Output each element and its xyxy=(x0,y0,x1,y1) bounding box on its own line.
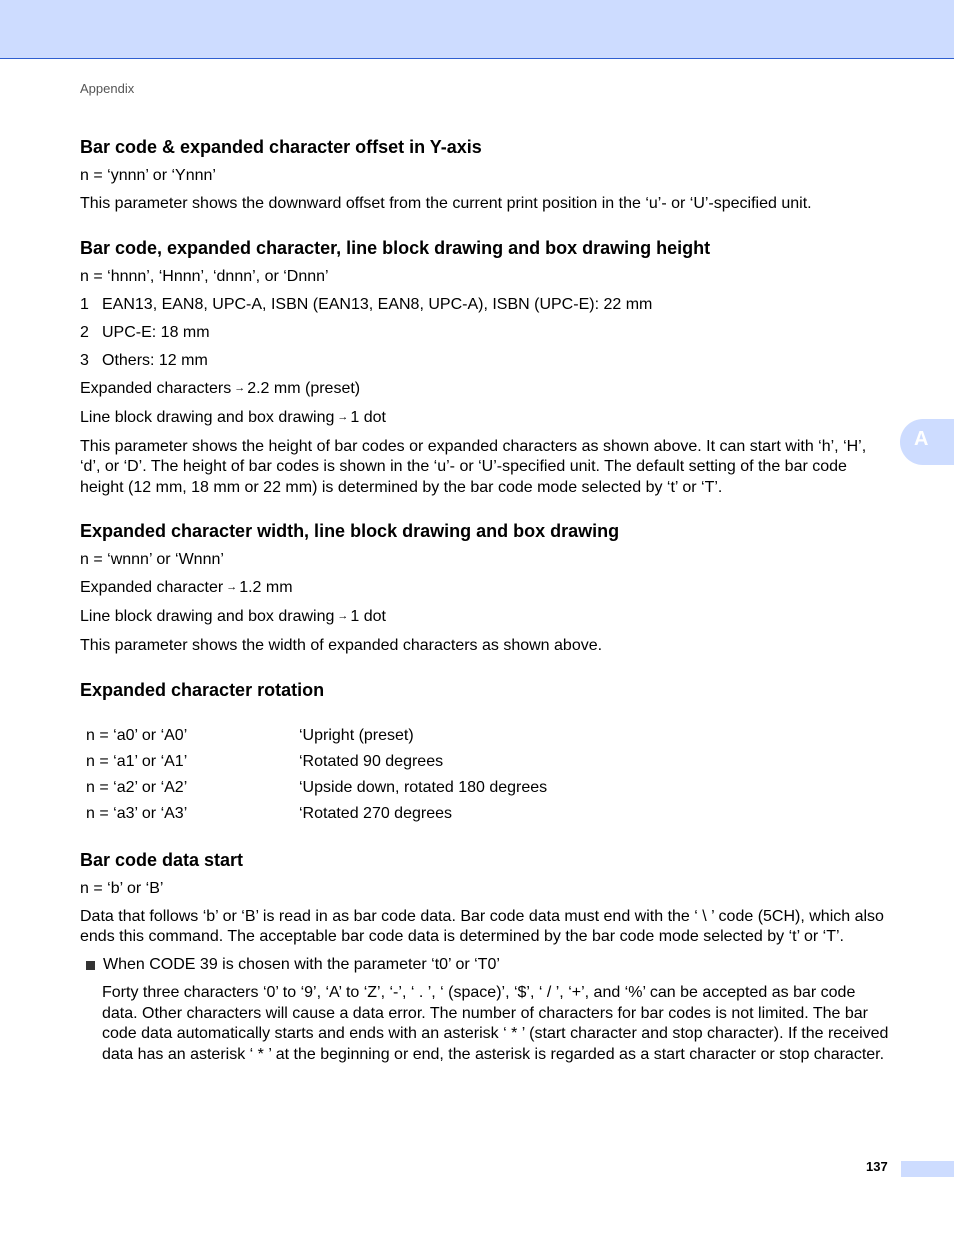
square-bullet-icon xyxy=(86,961,95,970)
value-label: Expanded characters xyxy=(80,379,232,397)
section-title: Bar code, expanded character, line block drawing and box drawing height xyxy=(80,237,711,258)
value-text: 1.2 mm xyxy=(239,579,293,596)
value-text: 1 dot xyxy=(350,608,386,625)
table-row xyxy=(80,749,547,775)
table-row xyxy=(80,775,547,801)
section-description: This parameter shows the downward offset from the current print position in the ‘u’- or ‘U’-specified unit. xyxy=(80,195,812,212)
table-cell-param: n = ‘a1’ or ‘A1’ xyxy=(86,752,188,770)
appendix-tab-marker xyxy=(900,419,954,465)
section-title: Bar code & expanded character offset in Y-axis xyxy=(80,137,482,157)
table-cell-desc: ‘Upright (preset) xyxy=(299,726,414,744)
page-content xyxy=(80,136,890,1087)
item-text: Others: 12 mm xyxy=(102,351,208,369)
default-value-line xyxy=(80,607,890,629)
item-number: 1 xyxy=(80,295,89,313)
section-rotation xyxy=(80,679,890,827)
param-syntax: n = ‘wnnn’ or ‘Wnnn’ xyxy=(80,551,224,568)
table-cell-param: n = ‘a0’ or ‘A0’ xyxy=(86,726,188,744)
header-band xyxy=(0,0,954,59)
table-cell-param: n = ‘a2’ or ‘A2’ xyxy=(86,778,188,796)
value-text: 2.2 mm (preset) xyxy=(247,379,361,397)
arrow-icon: → xyxy=(226,581,238,593)
item-text: EAN13, EAN8, UPC-A, ISBN (EAN13, EAN8, UPC-A), ISBN (UPC-E): 22 mm xyxy=(102,295,653,313)
arrow-icon: → xyxy=(337,410,349,423)
item-number: 3 xyxy=(80,351,89,369)
list-item xyxy=(80,295,890,316)
table-row xyxy=(80,723,547,749)
item-number: 2 xyxy=(80,323,89,341)
section-title: Expanded character width, line block drawing and box drawing xyxy=(80,521,620,541)
value-label: Expanded character xyxy=(80,579,224,596)
running-head: Appendix xyxy=(80,81,135,96)
item-text: UPC-E: 18 mm xyxy=(102,323,210,341)
default-value-line xyxy=(80,578,890,600)
default-value-line xyxy=(80,379,890,401)
rotation-table xyxy=(80,723,547,827)
table-cell-param: n = ‘a3’ or ‘A3’ xyxy=(86,804,188,822)
value-text: 1 dot xyxy=(350,408,386,426)
table-row xyxy=(80,801,547,827)
table-cell-desc: ‘Rotated 270 degrees xyxy=(299,804,452,822)
section-y-offset xyxy=(80,136,890,215)
section-title: Expanded character rotation xyxy=(80,679,325,700)
default-value-line xyxy=(80,408,890,430)
tab-letter: A xyxy=(914,428,929,450)
section-description: This parameter shows the width of expanded characters as shown above. xyxy=(80,637,603,654)
param-syntax: n = ‘b’ or ‘B’ xyxy=(80,879,164,897)
list-item xyxy=(80,351,890,372)
bullet-text: When CODE 39 is chosen with the parameter ‘t0’ or ‘T0’ xyxy=(103,956,500,973)
table-cell-desc: ‘Upside down, rotated 180 degrees xyxy=(299,778,548,796)
section-description: This parameter shows the height of bar codes or expanded characters as shown above. It can start with ‘h’, ‘H’, ‘d’, or ‘D’. The height of bar codes is shown in the ‘u’- or ‘U’-specified unit. The default setting of the bar code height (12 mm, 18 mm or 22 mm) is determined by the bar code mode selected by ‘t’ or ‘T’. xyxy=(80,437,867,496)
value-label: Line block drawing and box drawing xyxy=(80,608,335,625)
section-width xyxy=(80,520,890,657)
page-number: 137 xyxy=(866,1159,888,1174)
bullet-description: Forty three characters ‘0’ to ‘9’, ‘A’ to ‘Z’, ‘-’, ‘ . ’, ‘ (space)’, ‘$’, ‘ / ’, ‘+’, and ‘%’ can be accepted as bar code data. Other characters will cause a data error. The number of characters for bar codes is not limited. The bar code data automatically starts and ends with an asterisk ‘ * ’ (start character and stop character). If the received data has an asterisk ‘ * ’ at the beginning or end, the asterisk is regarded as a start character or stop character. xyxy=(102,984,889,1063)
section-height xyxy=(80,237,890,499)
param-syntax: n = ‘hnnn’, ‘Hnnn’, ‘dnnn’, or ‘Dnnn’ xyxy=(80,267,329,285)
list-item xyxy=(80,323,890,344)
bullet-item xyxy=(84,955,890,976)
arrow-icon: → xyxy=(337,610,349,622)
section-description: Data that follows ‘b’ or ‘B’ is read in as bar code data. Bar code data must end with the ‘ \ ’ code (5CH), which also ends this command. The acceptable bar code data is determined by the bar code mode selected by ‘t’ or ‘T’. xyxy=(80,907,884,945)
arrow-icon: → xyxy=(234,381,246,394)
param-syntax: n = ‘ynnn’ or ‘Ynnn’ xyxy=(80,167,216,184)
section-data-start xyxy=(80,849,890,1066)
value-label: Line block drawing and box drawing xyxy=(80,408,335,426)
table-cell-desc: ‘Rotated 90 degrees xyxy=(299,752,444,770)
section-title: Bar code data start xyxy=(80,849,244,870)
page-number-bar xyxy=(901,1161,954,1177)
